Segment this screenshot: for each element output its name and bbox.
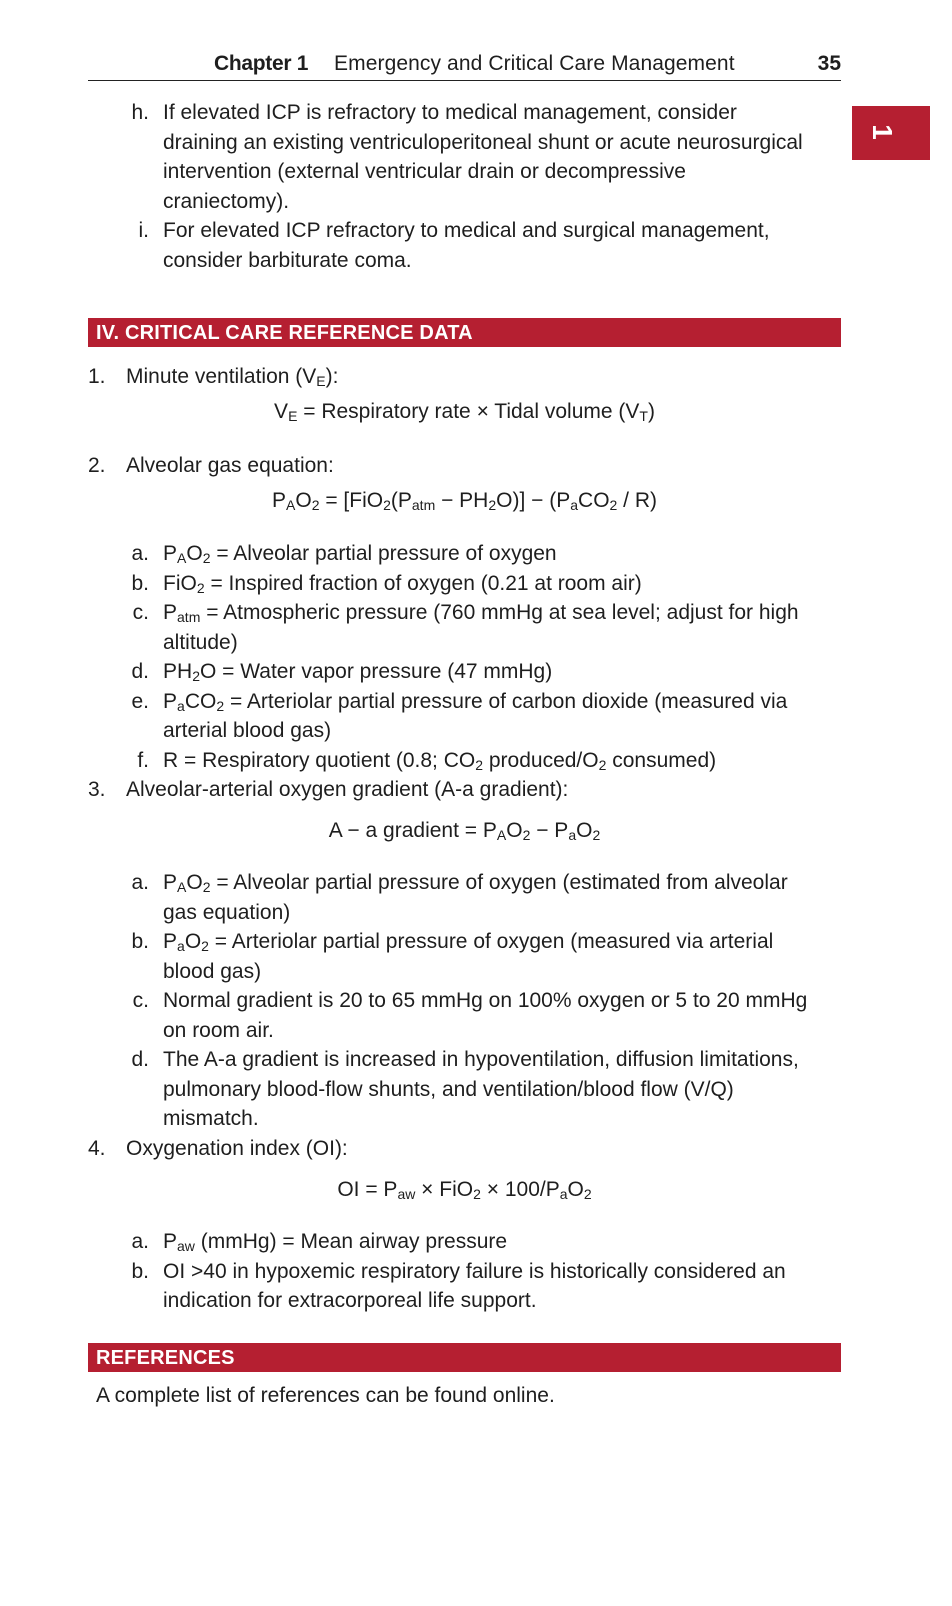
list-item-text <box>163 98 803 216</box>
text-part: = Alveolar partial pressure of oxygen <box>210 542 557 565</box>
text-line: blood gas) <box>163 959 262 983</box>
text-line: gas equation) <box>163 900 291 924</box>
item-2-sublist <box>88 539 848 805</box>
list-marker: 2. <box>88 454 106 477</box>
page-number: 35 <box>817 52 841 75</box>
subscript: a <box>568 827 577 843</box>
list-marker: h. <box>131 101 149 124</box>
text-part: P <box>163 689 178 713</box>
subscript: 2 <box>583 1186 592 1202</box>
list-item-h <box>88 98 848 216</box>
equation-minute-ventilation <box>88 400 841 424</box>
item-4-label <box>88 1134 848 1164</box>
list-marker: c. <box>132 989 149 1012</box>
eq-part: O)] − (P <box>496 489 571 512</box>
eq-part: = [FiO <box>319 489 384 512</box>
text-part: = Inspired fraction of oxygen (0.21 at room air) <box>204 571 642 595</box>
subscript: E <box>288 408 298 424</box>
subscript: a <box>177 938 185 954</box>
text-line: intervention (external ventricular drain or decompressive <box>163 160 686 183</box>
eq-part: O <box>567 1178 584 1201</box>
item-1-label <box>88 362 848 392</box>
text-line: If elevated ICP is refractory to medical management, consider <box>163 101 737 124</box>
equation-alveolar-gas <box>88 489 841 513</box>
chapter-label: Chapter 1 <box>214 52 309 75</box>
eq-part: O <box>576 819 593 842</box>
text-part: PH <box>163 660 193 683</box>
eq-part: (P <box>390 489 412 512</box>
label-text: Oxygenation index (OI): <box>126 1136 348 1160</box>
text-part: FiO <box>163 571 197 595</box>
list-item-text <box>163 657 552 687</box>
equation-a-a-gradient <box>88 819 841 843</box>
subscript: A <box>177 879 187 895</box>
subscript: 2 <box>488 497 497 513</box>
item-4-sublist <box>88 1227 848 1316</box>
list-marker: d. <box>131 1048 149 1071</box>
text-part: = Atmospheric pressure (760 mmHg at sea level; adjust for high <box>200 601 799 624</box>
sub-item-4b <box>88 1257 848 1316</box>
text-part: O = Water vapor pressure (47 mmHg) <box>199 660 553 683</box>
text-line: draining an existing ventriculoperitoneal shunt or acute neurosurgical <box>163 130 803 154</box>
section-heading-references: REFERENCES <box>88 1343 841 1372</box>
text-part: P <box>163 542 178 565</box>
label-text <box>126 362 338 392</box>
item-2 <box>88 451 848 481</box>
running-header <box>88 48 841 81</box>
text-line <box>163 927 773 957</box>
subscript: 2 <box>311 497 320 513</box>
subscript: 2 <box>192 668 200 684</box>
subscript: 2 <box>216 697 225 714</box>
eq-part: ) <box>647 400 655 423</box>
subscript: A <box>177 550 187 566</box>
list-marker: a. <box>131 1230 149 1253</box>
text-line <box>163 598 799 628</box>
text-part: P <box>163 871 178 894</box>
list-marker: d. <box>131 660 149 683</box>
list-item-text <box>163 1257 786 1316</box>
subscript: aw <box>397 1186 416 1202</box>
subscript: 2 <box>196 579 205 596</box>
text-part: P <box>163 930 178 953</box>
sub-item-2b <box>88 569 848 599</box>
eq-part: P <box>271 489 286 512</box>
list-marker: b. <box>131 1259 149 1283</box>
text-line: altitude) <box>163 630 238 654</box>
list-marker: f. <box>137 748 149 772</box>
text-part: O <box>186 871 203 894</box>
list-item-i <box>88 216 848 275</box>
eq-part: CO <box>578 489 610 512</box>
item-3-sublist <box>88 868 848 1163</box>
text-line: arterial blood gas) <box>163 719 332 742</box>
subscript: A <box>286 497 296 513</box>
list-marker: a. <box>131 871 149 894</box>
subscript: a <box>570 497 579 513</box>
text-part: consumed) <box>606 748 717 772</box>
sub-item-2f <box>88 746 848 776</box>
subscript: atm <box>177 609 201 625</box>
text-line: indication for extracorporeal life support. <box>163 1289 537 1312</box>
subscript: 2 <box>592 827 601 843</box>
sub-item-2e <box>88 687 848 746</box>
list-marker: c. <box>132 601 149 624</box>
subscript: aw <box>177 1238 195 1254</box>
text-line: pulmonary blood-flow shunts, and ventilation/blood flow (V/Q) <box>163 1077 734 1101</box>
list-item-text <box>163 687 787 746</box>
text-line: OI >40 in hypoxemic respiratory failure is historically considered an <box>163 1259 786 1283</box>
list-marker: 3. <box>88 778 106 801</box>
subscript: 2 <box>475 756 484 773</box>
subscript: 2 <box>522 827 531 843</box>
list-marker: e. <box>131 689 149 713</box>
text-line: Normal gradient is 20 to 65 mmHg on 100% oxygen or 5 to 20 mmHg <box>163 989 808 1012</box>
text-part: P <box>163 1230 178 1253</box>
subscript: a <box>559 1186 568 1202</box>
list-item-text <box>163 927 773 986</box>
eq-part: = Respiratory rate × Tidal volume (V <box>297 400 640 423</box>
text-part: = Alveolar partial pressure of oxygen (estimated from alveolar <box>210 871 788 894</box>
subscript: atm <box>411 497 436 513</box>
eq-part: V <box>274 400 289 423</box>
subscript: 2 <box>609 497 618 513</box>
list-item-text <box>163 1227 507 1257</box>
text-line <box>163 868 788 898</box>
sub-item-3d <box>88 1045 848 1134</box>
sub-item-4a <box>88 1227 848 1257</box>
text-line: For elevated ICP refractory to medical and surgical management, <box>163 219 770 242</box>
text-part: = Arteriolar partial pressure of carbon dioxide (measured via <box>224 689 788 713</box>
list-item-text <box>163 216 770 275</box>
subscript: A <box>496 827 507 843</box>
list-marker: 4. <box>88 1136 106 1160</box>
text-line: mismatch. <box>163 1107 259 1130</box>
list-marker: 1. <box>88 365 106 388</box>
eq-part: / R) <box>617 489 658 512</box>
list-item-text <box>163 746 716 776</box>
eq-part: × FiO <box>415 1178 474 1201</box>
eq-part: A − a gradient = P <box>328 819 497 842</box>
text-part: CO <box>184 689 217 713</box>
text-line: consider barbiturate coma. <box>163 248 412 272</box>
eq-part: OI = P <box>337 1178 398 1201</box>
list-item-text <box>163 598 799 657</box>
subscript: 2 <box>202 550 211 566</box>
subscript: T <box>639 408 648 424</box>
item-3-label <box>88 775 848 805</box>
sub-item-2a <box>88 539 848 569</box>
list-item-text <box>163 868 788 927</box>
text-part: P <box>163 601 178 624</box>
subscript: 2 <box>473 1186 481 1202</box>
item-1 <box>88 362 848 392</box>
eq-part: − P <box>530 819 569 842</box>
subscript: a <box>177 697 185 714</box>
text-part: R = Respiratory quotient (0.8; CO <box>163 748 476 772</box>
text-part: (mmHg) = Mean airway pressure <box>194 1230 508 1253</box>
text-line: on room air. <box>163 1018 274 1042</box>
subscript: 2 <box>383 497 391 513</box>
sub-item-3b <box>88 927 848 986</box>
list-marker: b. <box>131 930 149 953</box>
list-item-text <box>163 1045 799 1134</box>
chapter-tab-number: 1 <box>867 124 898 140</box>
text-part: O <box>184 930 202 953</box>
subscript: 2 <box>202 879 211 895</box>
text-line: The A-a gradient is increased in hypoventilation, diffusion limitations, <box>163 1048 799 1071</box>
eq-part: − PH <box>435 489 489 512</box>
eq-part: × 100/P <box>480 1178 560 1201</box>
eq-part: O <box>295 489 312 512</box>
list-item-text <box>163 569 642 599</box>
references-text: A complete list of references can be found online. <box>96 1384 555 1407</box>
list-marker: i. <box>138 219 149 242</box>
subscript: 2 <box>201 938 209 954</box>
label-part: ): <box>325 365 339 388</box>
equation-oxygenation-index <box>88 1178 841 1202</box>
sub-item-2d <box>88 657 848 687</box>
label-text: Alveolar-arterial oxygen gradient (A-a gradient): <box>126 778 569 801</box>
subscript: E <box>316 373 326 389</box>
text-part: O <box>186 542 203 565</box>
subscript: 2 <box>598 756 607 773</box>
item-2-label <box>88 451 848 481</box>
text-line <box>163 687 787 717</box>
section-heading-iv: IV. CRITICAL CARE REFERENCE DATA <box>88 318 841 347</box>
intro-list <box>88 98 848 275</box>
sub-item-2c <box>88 598 848 657</box>
list-marker: b. <box>131 571 149 595</box>
list-item-text <box>163 986 807 1045</box>
sub-item-3c <box>88 986 848 1045</box>
sub-item-3a <box>88 868 848 927</box>
eq-part: O <box>506 819 523 842</box>
label-part: Minute ventilation (V <box>126 365 317 388</box>
chapter-title: Emergency and Critical Care Management <box>334 52 735 75</box>
list-marker: a. <box>131 542 149 565</box>
text-part: = Arteriolar partial pressure of oxygen (measured via arterial <box>208 930 774 953</box>
label-text: Alveolar gas equation: <box>126 454 334 477</box>
list-item-text <box>163 539 557 569</box>
text-line: craniectomy). <box>163 189 290 213</box>
text-part: produced/O <box>483 748 599 772</box>
